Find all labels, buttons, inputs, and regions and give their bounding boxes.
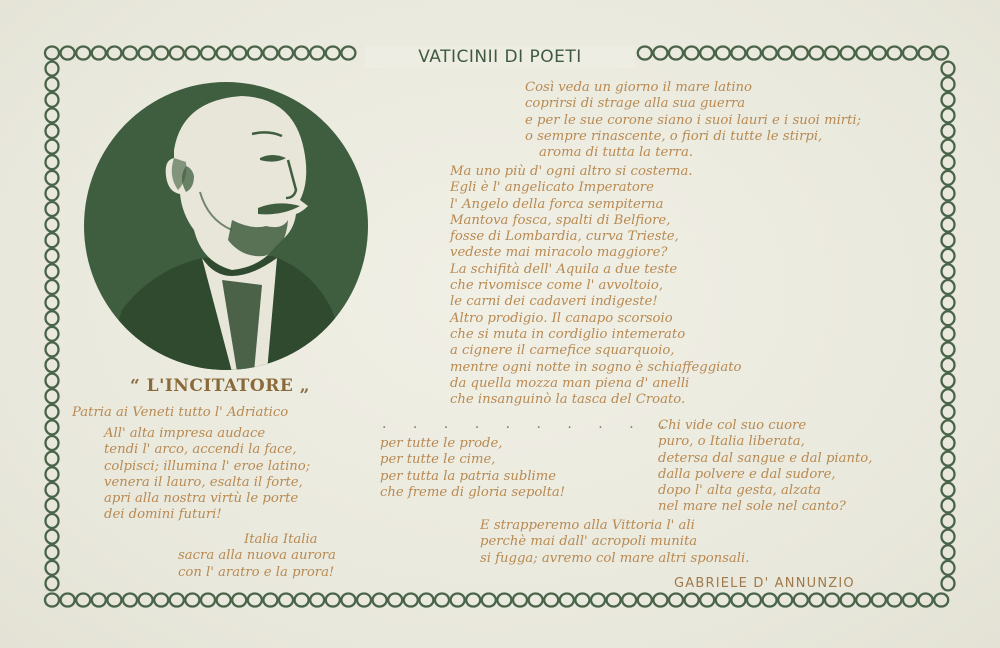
chain-ring — [942, 327, 955, 341]
verse-line: All' alta impresa audace — [104, 426, 266, 441]
chain-ring — [919, 47, 933, 60]
chain-ring — [310, 47, 324, 60]
verse-line: Chi vide col suo cuore — [658, 418, 807, 433]
chain-ring — [46, 140, 59, 154]
chain-ring — [92, 47, 106, 60]
chain-ring — [139, 594, 153, 607]
verse-line: e per le sue corone siano i suoi lauri e i suoi mirti; — [525, 112, 862, 128]
chain-ring — [46, 514, 59, 528]
chain-ring — [388, 594, 402, 607]
verse-line: detersa dal sangue e dal pianto, — [658, 450, 873, 466]
chain-ring — [872, 47, 886, 60]
chain-ring — [435, 594, 449, 607]
chain-ring — [46, 483, 59, 497]
verse-line: che si muta in cordiglio intemerato — [450, 326, 686, 342]
chain-ring — [46, 62, 59, 76]
verse-line: che freme di gloria sepolta! — [380, 484, 566, 500]
verse-line: Altro prodigio. Il canapo scorsoio — [450, 310, 673, 326]
chain-ring — [513, 594, 527, 607]
chain-ring — [560, 594, 574, 607]
verse-line: puro, o Italia liberata, — [658, 434, 805, 450]
chain-ring — [529, 594, 543, 607]
chain-ring — [763, 47, 777, 60]
chain-ring — [716, 594, 730, 607]
chain-ring — [482, 594, 496, 607]
chain-ring — [763, 594, 777, 607]
chain-ring — [45, 594, 59, 607]
verse-line: che insanguinò la tasca del Croato. — [450, 392, 686, 408]
verse-line: venera il lauro, esalta il forte, — [104, 474, 303, 490]
chain-ring — [934, 47, 948, 60]
chain-ring — [295, 47, 309, 60]
verse-line: dalla polvere e dal sudore, — [658, 466, 836, 482]
chain-ring — [404, 594, 418, 607]
chain-ring — [170, 47, 184, 60]
verse-line: sacra alla nuova aurora — [178, 548, 336, 564]
chain-ring — [856, 594, 870, 607]
chain-ring — [942, 514, 955, 528]
chain-ring — [185, 47, 199, 60]
chain-ring — [942, 186, 955, 200]
chain-ring — [825, 47, 839, 60]
chain-ring — [419, 594, 433, 607]
chain-ring — [934, 594, 948, 607]
chain-ring — [46, 530, 59, 544]
chain-ring — [942, 405, 955, 419]
verse-line: con l' aratro e la prora! — [178, 564, 335, 580]
verse-line: che rivomisce come l' avvoltoio, — [450, 278, 664, 294]
chain-ring — [942, 62, 955, 76]
chain-ring — [942, 545, 955, 559]
chain-ring — [46, 389, 59, 403]
stanza-top-right — [525, 80, 861, 161]
page-title: VATICINII DI POETI — [365, 46, 635, 68]
chain-ring — [46, 436, 59, 450]
stanza-left — [104, 426, 310, 524]
chain-ring — [466, 594, 480, 607]
chain-ring — [591, 594, 605, 607]
chain-ring — [942, 561, 955, 575]
chain-ring — [341, 47, 355, 60]
chain-ring — [942, 202, 955, 216]
chain-ring — [731, 594, 745, 607]
stanza-middle — [450, 164, 741, 408]
chain-ring — [61, 47, 75, 60]
chain-ring — [76, 47, 90, 60]
chain-ring — [942, 233, 955, 247]
chain-ring — [373, 594, 387, 607]
chain-ring — [46, 249, 59, 263]
chain-ring — [46, 327, 59, 341]
chain-ring — [46, 374, 59, 388]
chain-ring — [700, 594, 714, 607]
chain-ring — [887, 47, 901, 60]
chain-ring — [154, 47, 168, 60]
chain-ring — [903, 594, 917, 607]
chain-ring — [46, 342, 59, 356]
verse-line: per tutte le cime, — [380, 452, 496, 468]
chain-ring — [279, 594, 293, 607]
verse-line: fosse di Lombardia, curva Trieste, — [450, 229, 679, 245]
verse-line: vedeste mai miracolo maggiore? — [450, 245, 668, 261]
author-signature: GABRIELE D' ANNUNZIO — [674, 576, 855, 591]
chain-ring — [46, 296, 59, 310]
verse-line: Ma uno più d' ogni altro si costerna. — [450, 164, 693, 179]
chain-ring — [856, 47, 870, 60]
chain-ring — [942, 374, 955, 388]
chain-ring — [46, 280, 59, 294]
verse-line: l' Angelo della forca sempiterna — [450, 196, 664, 212]
verse-line: Così veda un giorno il mare latino — [525, 80, 752, 95]
left-stanza-heading: Patria ai Veneti tutto l' Adriatico — [72, 405, 289, 420]
chain-ring — [731, 47, 745, 60]
chain-ring — [942, 530, 955, 544]
chain-ring — [638, 47, 652, 60]
chain-ring — [248, 47, 262, 60]
chain-ring — [942, 108, 955, 122]
chain-ring — [700, 47, 714, 60]
verse-line: o sempre rinascente, o fiori di tutte le stirpi, — [525, 128, 823, 144]
chain-ring — [942, 77, 955, 91]
chain-ring — [778, 47, 792, 60]
verse-line: La schifità dell' Aquila a due teste — [450, 261, 678, 277]
chain-ring — [341, 594, 355, 607]
chain-ring — [942, 264, 955, 278]
chain-ring — [46, 561, 59, 575]
chain-ring — [887, 594, 901, 607]
chain-ring — [107, 594, 121, 607]
chain-ring — [942, 155, 955, 169]
verse-line: tendi l' arco, accendi la face, — [104, 442, 297, 458]
chain-ring — [942, 280, 955, 294]
chain-ring — [942, 124, 955, 138]
chain-ring — [942, 467, 955, 481]
chain-ring — [154, 594, 168, 607]
chain-ring — [46, 218, 59, 232]
chain-ring — [942, 93, 955, 107]
chain-ring — [326, 47, 340, 60]
chain-ring — [46, 77, 59, 91]
chain-ring — [46, 108, 59, 122]
chain-ring — [669, 594, 683, 607]
chain-ring — [903, 47, 917, 60]
verse-line: colpisci; illumina l' eroe latino; — [104, 458, 311, 474]
chain-ring — [123, 594, 137, 607]
chain-ring — [607, 594, 621, 607]
chain-ring — [942, 436, 955, 450]
chain-ring — [942, 296, 955, 310]
verse-line: le carni dei cadaveri indigeste! — [450, 294, 658, 310]
chain-ring — [46, 233, 59, 247]
chain-ring — [716, 47, 730, 60]
verse-line: Egli è l' angelicato Imperatore — [450, 180, 654, 196]
chain-ring — [46, 576, 59, 590]
ellipsis-divider: · · · · · · · · · · — [382, 420, 676, 436]
chain-ring — [841, 47, 855, 60]
chain-ring — [544, 594, 558, 607]
portrait-caption: “ L'INCITATORE „ — [129, 376, 311, 396]
chain-ring — [46, 420, 59, 434]
chain-ring — [942, 498, 955, 512]
chain-ring — [497, 594, 511, 607]
chain-ring — [685, 594, 699, 607]
chain-ring — [217, 47, 231, 60]
chain-ring — [942, 576, 955, 590]
verse-line: dei domini futuri! — [104, 507, 222, 523]
chain-ring — [622, 594, 636, 607]
chain-ring — [794, 594, 808, 607]
verse-line: per tutte le prode, — [380, 436, 503, 451]
stanza-center — [380, 436, 565, 501]
stanza-left-bottom — [178, 532, 336, 581]
verse-line: aroma di tutta la terra. — [539, 145, 694, 161]
chain-ring — [263, 594, 277, 607]
verse-line: si fugga; avremo col mare altri sponsali. — [480, 550, 750, 566]
verse-line: da quella mozza man piena d' anelli — [450, 375, 690, 391]
chain-ring — [107, 47, 121, 60]
chain-ring — [139, 47, 153, 60]
chain-ring — [942, 140, 955, 154]
chain-ring — [46, 171, 59, 185]
verse-line: a cignere il carnefice squarquoio, — [450, 343, 675, 359]
verse-line: E strapperemo alla Vittoria l' ali — [480, 518, 695, 533]
chain-ring — [310, 594, 324, 607]
chain-ring — [46, 467, 59, 481]
chain-ring — [295, 594, 309, 607]
chain-ring — [942, 389, 955, 403]
chain-ring — [942, 342, 955, 356]
chain-ring — [248, 594, 262, 607]
verse-line: apri alla nostra virtù le porte — [104, 491, 299, 507]
chain-ring — [46, 264, 59, 278]
chain-ring — [942, 171, 955, 185]
chain-ring — [185, 594, 199, 607]
chain-ring — [778, 594, 792, 607]
chain-ring — [357, 594, 371, 607]
chain-ring — [45, 47, 59, 60]
chain-ring — [46, 405, 59, 419]
chain-ring — [92, 594, 106, 607]
chain-ring — [46, 311, 59, 325]
chain-ring — [942, 420, 955, 434]
chain-ring — [232, 594, 246, 607]
chain-ring — [809, 47, 823, 60]
stanza-right — [658, 418, 872, 516]
chain-ring — [46, 186, 59, 200]
chain-ring — [46, 498, 59, 512]
verse-line: coprirsi di strage alla sua guerra — [525, 96, 746, 112]
chain-ring — [747, 47, 761, 60]
chain-ring — [217, 594, 231, 607]
chain-ring — [841, 594, 855, 607]
chain-ring — [575, 594, 589, 607]
chain-ring — [46, 93, 59, 107]
verse-line: Italia Italia — [244, 532, 318, 547]
chain-ring — [46, 358, 59, 372]
chain-ring — [451, 594, 465, 607]
chain-ring — [46, 124, 59, 138]
chain-ring — [653, 47, 667, 60]
chain-ring — [123, 47, 137, 60]
verse-line: perchè mai dall' acropoli munita — [480, 534, 698, 550]
chain-ring — [46, 452, 59, 466]
chain-ring — [201, 47, 215, 60]
verse-line: nel mare nel sole nel canto? — [658, 499, 846, 515]
chain-ring — [825, 594, 839, 607]
chain-ring — [942, 483, 955, 497]
verse-line: dopo l' alta gesta, alzata — [658, 483, 822, 499]
chain-ring — [170, 594, 184, 607]
chain-ring — [685, 47, 699, 60]
chain-ring — [669, 47, 683, 60]
chain-ring — [872, 594, 886, 607]
verse-line: mentre ogni notte in sogno è schiaffeggiato — [450, 359, 742, 375]
chain-ring — [942, 452, 955, 466]
chain-ring — [942, 358, 955, 372]
stanza-bottom-center — [480, 518, 749, 567]
chain-ring — [794, 47, 808, 60]
chain-ring — [653, 594, 667, 607]
chain-ring — [919, 594, 933, 607]
chain-ring — [809, 594, 823, 607]
chain-ring — [46, 545, 59, 559]
chain-ring — [279, 47, 293, 60]
chain-ring — [942, 311, 955, 325]
chain-ring — [638, 594, 652, 607]
chain-ring — [263, 47, 277, 60]
chain-ring — [46, 202, 59, 216]
chain-ring — [232, 47, 246, 60]
portrait-of-poet-icon — [82, 80, 370, 372]
verse-line: per tutta la patria sublime — [380, 468, 557, 484]
chain-ring — [326, 594, 340, 607]
chain-ring — [61, 594, 75, 607]
chain-ring — [201, 594, 215, 607]
chain-ring — [942, 218, 955, 232]
chain-ring — [46, 155, 59, 169]
chain-ring — [942, 249, 955, 263]
chain-ring — [747, 594, 761, 607]
chain-ring — [76, 594, 90, 607]
verse-line: Mantova fosca, spalti di Belfiore, — [450, 212, 671, 228]
